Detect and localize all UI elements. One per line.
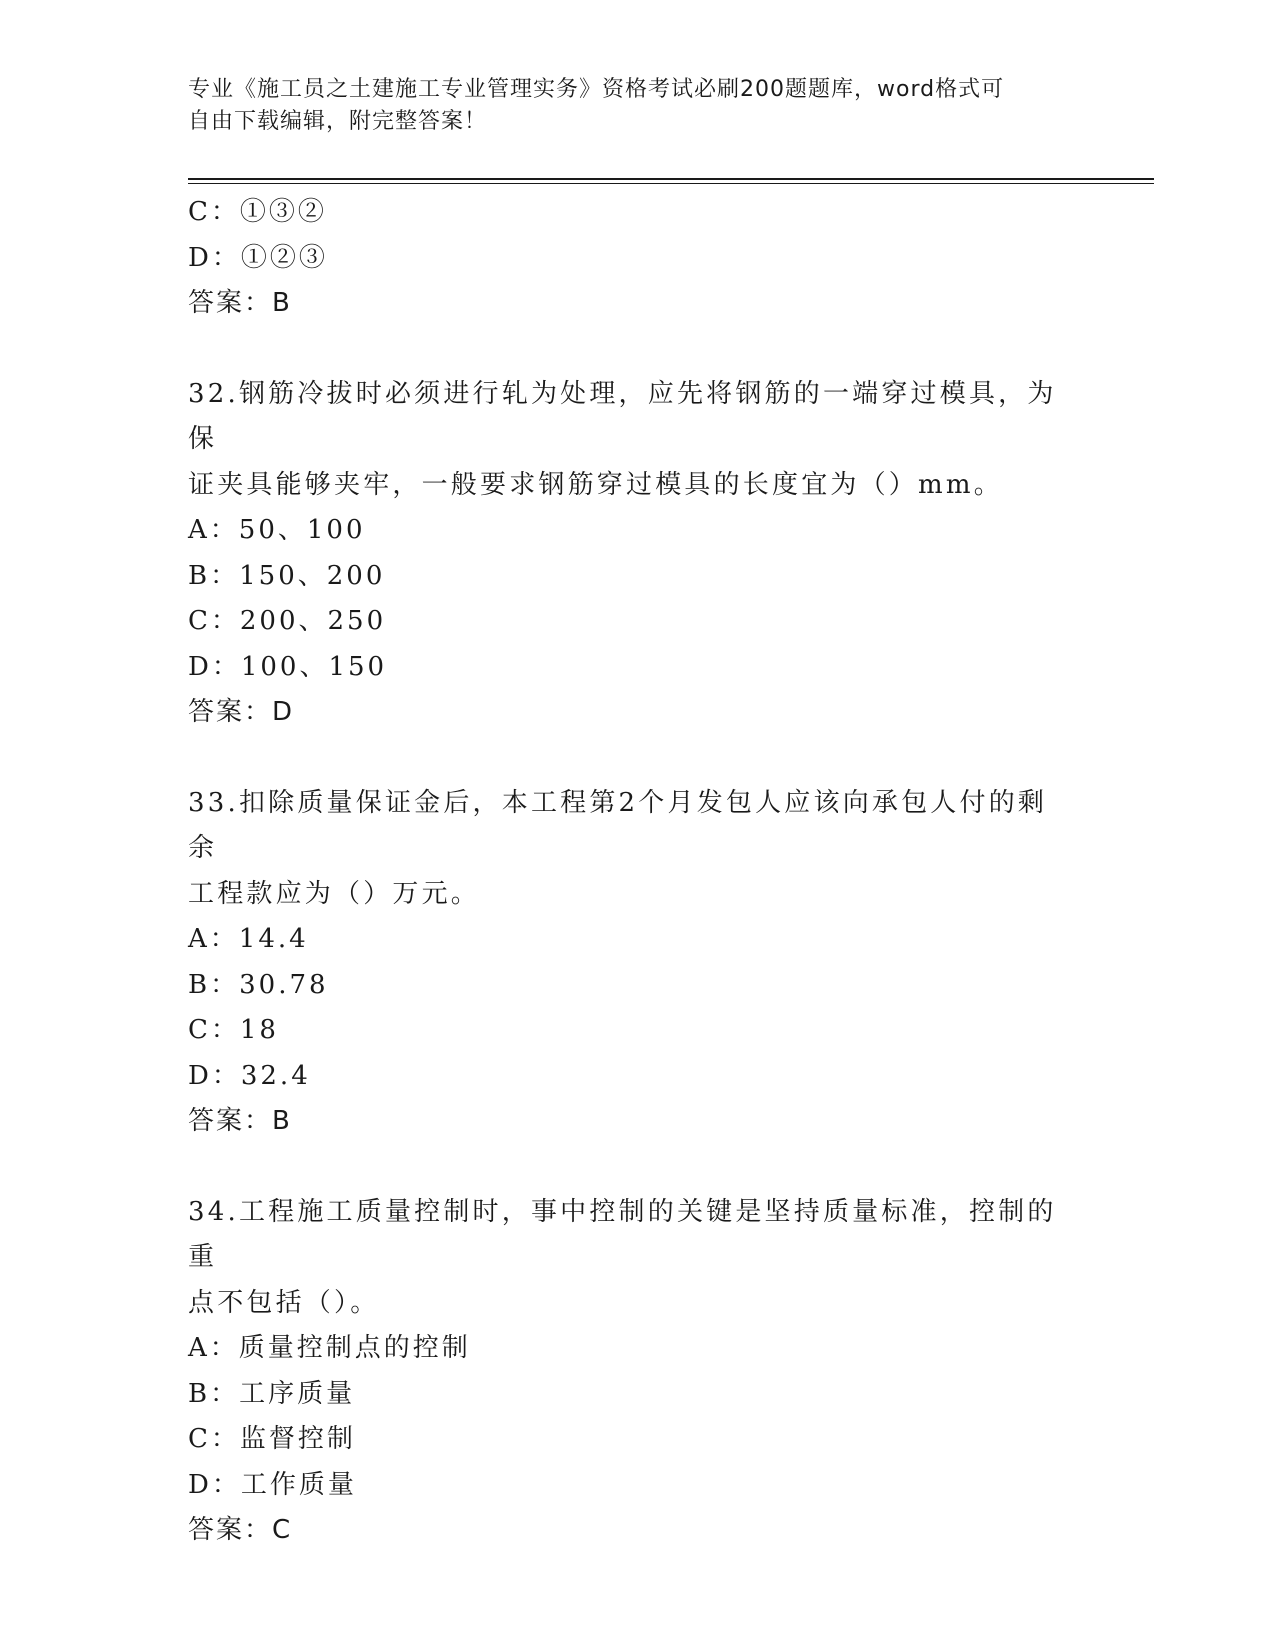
answer-line: 答案：B	[188, 1106, 292, 1136]
question-stem-line-1: 34.工程施工质量控制时，事中控制的关键是坚持质量标准，控制的重	[188, 1196, 1057, 1272]
header-title-line-2: 自由下载编辑，附完整答案！	[188, 109, 488, 134]
question-33	[188, 781, 1088, 1145]
option-b: B：工序质量	[188, 1378, 356, 1409]
question-32	[188, 372, 1088, 736]
option-a: A：质量控制点的控制	[188, 1333, 471, 1363]
previous-question-tail	[188, 190, 1088, 327]
question-stem-line-2: 证夹具能够夹牢，一般要求钢筋穿过模具的长度宜为（）mm。	[188, 469, 1003, 500]
option-c: C：监督控制	[188, 1424, 356, 1454]
option-d: D：100、150	[188, 651, 388, 682]
spacer	[188, 327, 1088, 372]
header-divider-thin	[188, 183, 1154, 184]
option-d: D：32.4	[188, 1060, 311, 1091]
spacer	[188, 1145, 1088, 1190]
option-a: A：50、100	[188, 515, 366, 545]
document-header	[188, 74, 1068, 138]
question-stem-line-1: 33.扣除质量保证金后，本工程第2个月发包人应该向承包人付的剩余	[188, 787, 1048, 863]
option-d: D：工作质量	[188, 1469, 357, 1500]
question-stem-line-1: 32.钢筋冷拔时必须进行轧为处理，应先将钢筋的一端穿过模具，为保	[188, 378, 1057, 454]
option-b: B：150、200	[188, 560, 386, 591]
question-34	[188, 1190, 1088, 1554]
answer-line: 答案：B	[188, 288, 292, 318]
spacer	[188, 736, 1088, 781]
option-c: C：18	[188, 1015, 279, 1045]
answer-line: 答案：C	[188, 1515, 293, 1545]
question-stem-line-2: 点不包括（）。	[188, 1287, 380, 1318]
option-b: B：30.78	[188, 969, 329, 1000]
option-c: C：①③②	[188, 197, 327, 227]
answer-line: 答案：D	[188, 697, 295, 727]
question-list	[188, 190, 1088, 1554]
option-a: A：14.4	[188, 924, 309, 954]
header-title-line-1: 专业《施工员之土建施工专业管理实务》资格考试必刷200题题库，word格式可	[188, 77, 1005, 102]
option-d: D：①②③	[188, 242, 328, 273]
question-stem-line-2: 工程款应为（）万元。	[188, 878, 481, 909]
header-divider-thick	[188, 178, 1154, 180]
option-c: C：200、250	[188, 606, 387, 636]
